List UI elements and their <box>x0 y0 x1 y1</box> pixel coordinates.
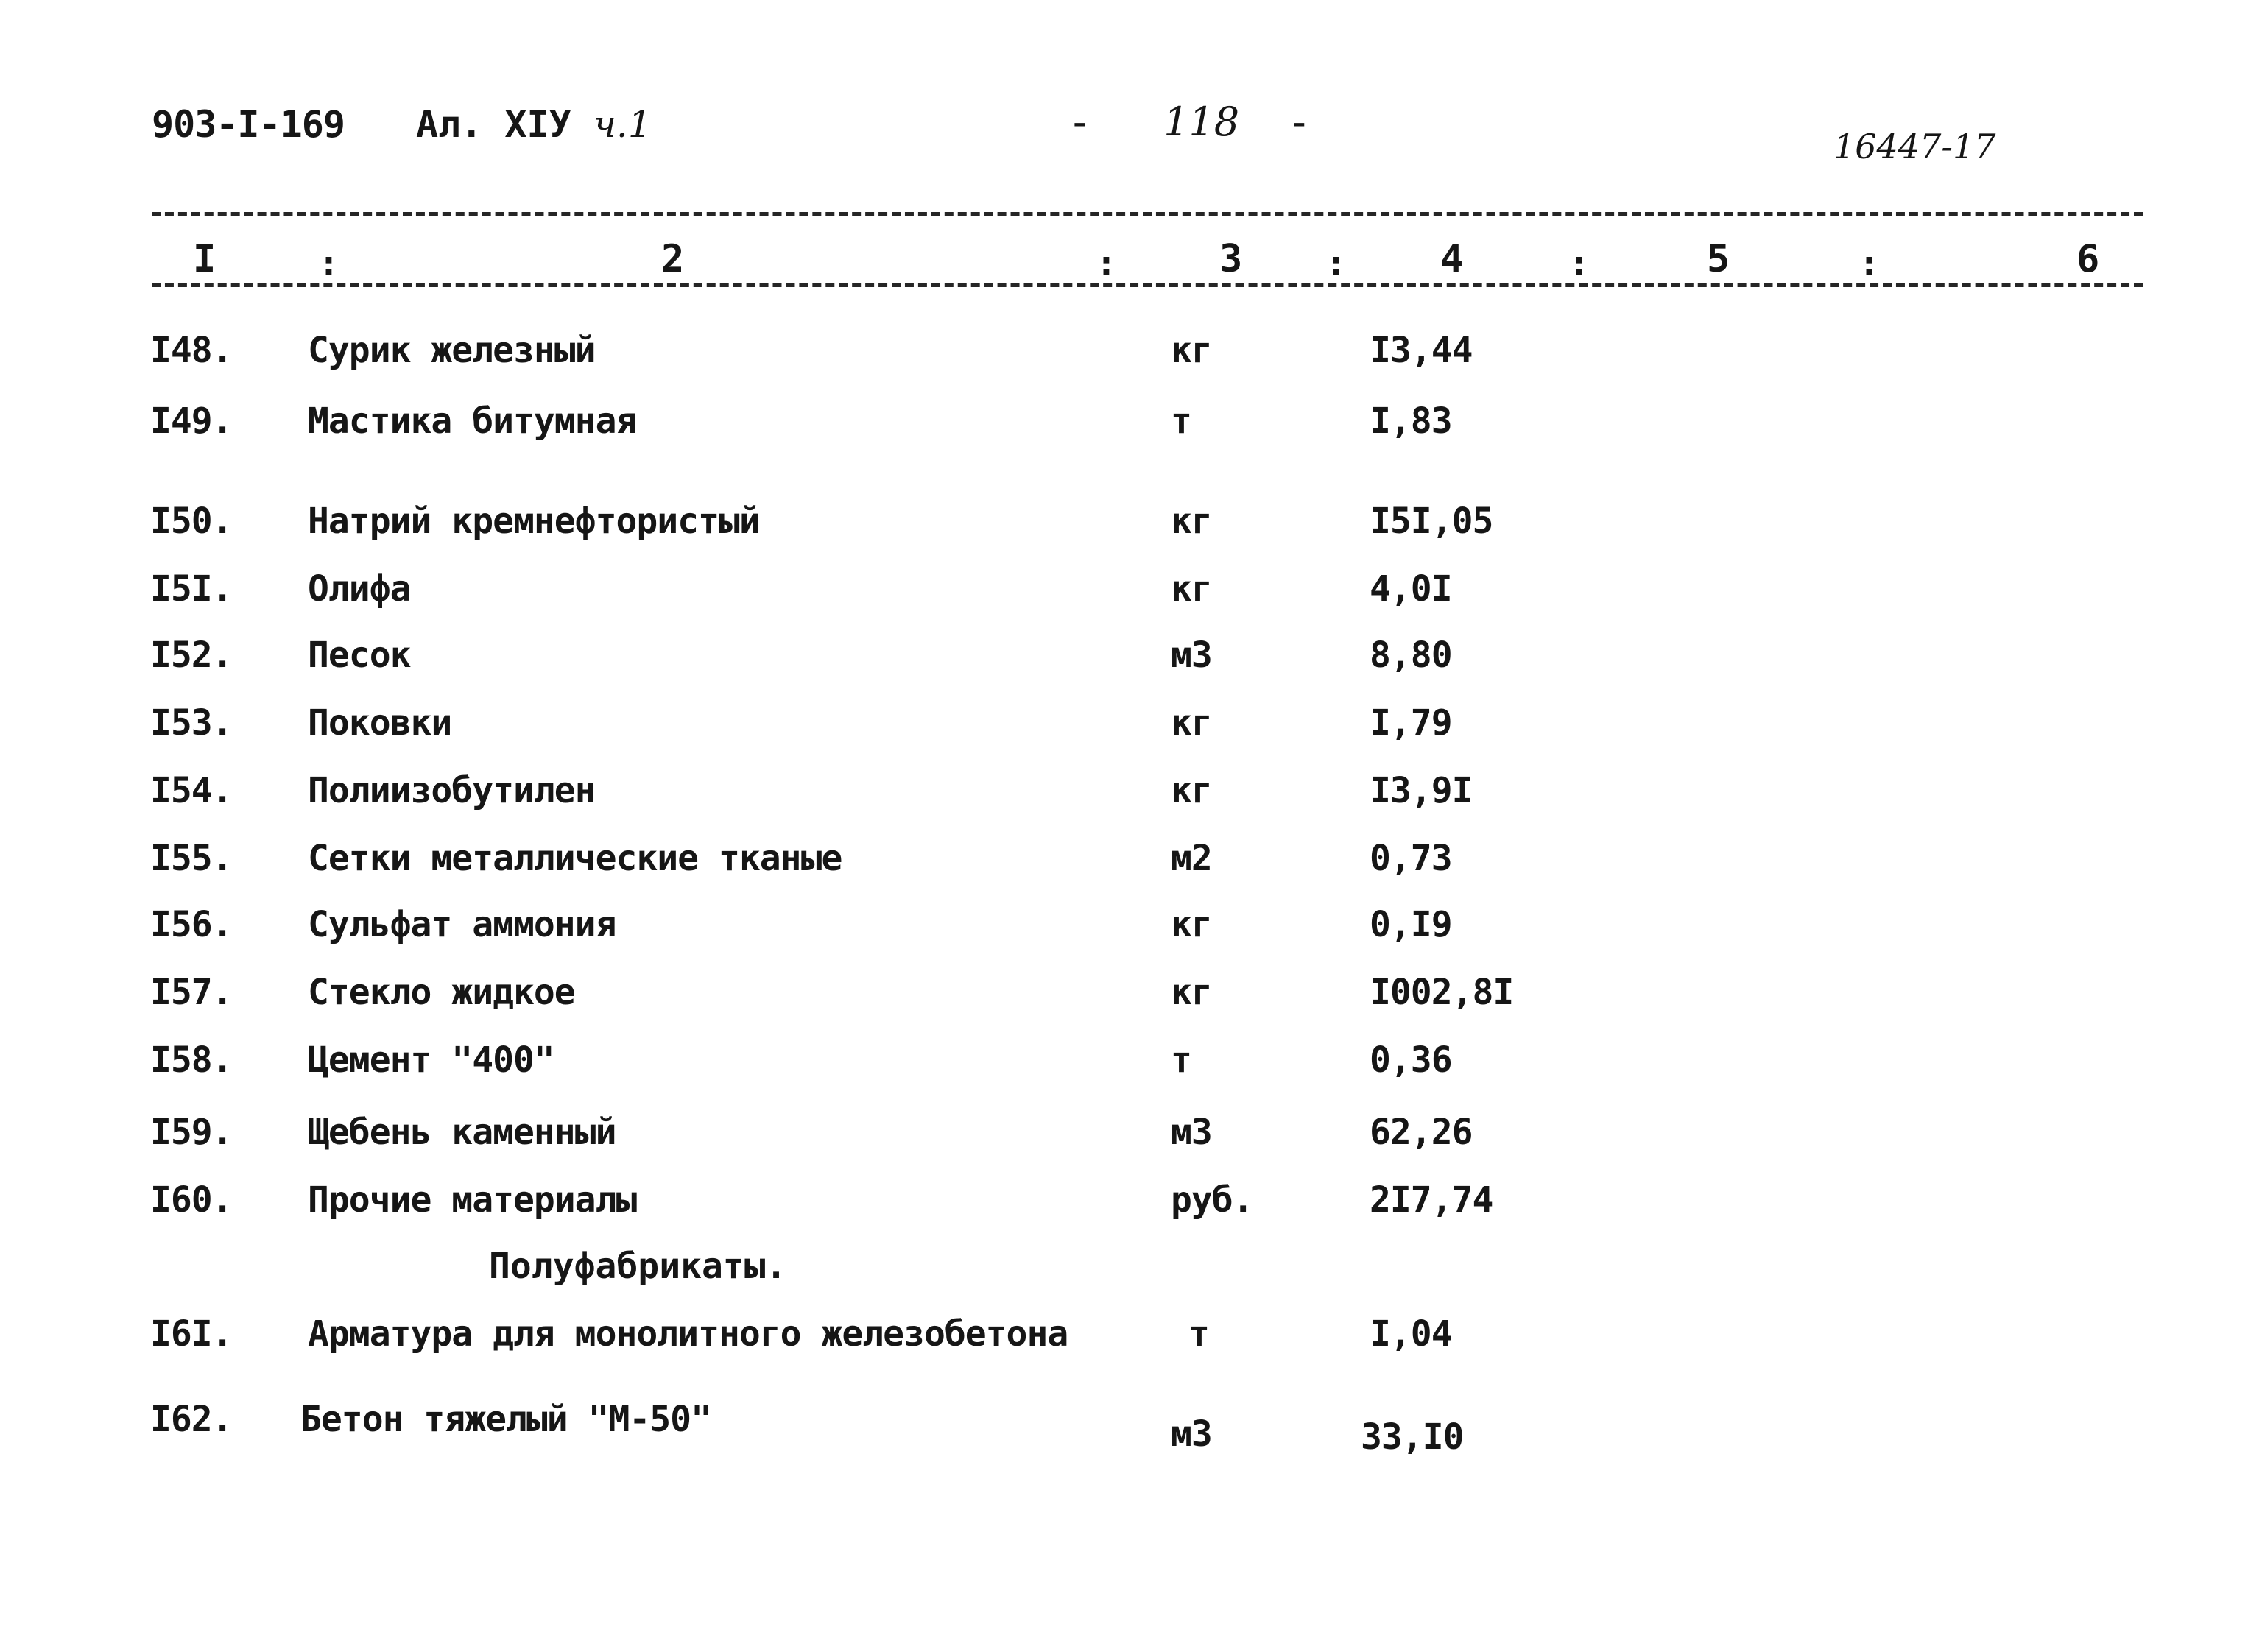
quantity: I,04 <box>1370 1313 1452 1355</box>
table-header-rule <box>152 283 2143 287</box>
column-number-4: 4 <box>1440 237 1464 281</box>
page-number <box>1068 99 1311 145</box>
material-name: Сурик железный <box>308 330 596 371</box>
row-number: I5I. <box>150 568 233 610</box>
quantity: 62,26 <box>1370 1112 1473 1153</box>
row-number: I49. <box>150 400 233 442</box>
quantity: I3,9I <box>1370 770 1473 811</box>
material-name: Полиизобутилен <box>308 770 596 811</box>
column-separator: : <box>1568 243 1590 284</box>
table-row <box>0 400 2262 459</box>
quantity: I,83 <box>1370 400 1452 442</box>
quantity: I5I,05 <box>1370 501 1493 542</box>
material-name: Олифа <box>308 568 411 610</box>
quantity: 0,I9 <box>1370 904 1452 945</box>
table-row <box>0 1179 2262 1238</box>
unit: м3 <box>1171 1413 1212 1455</box>
page-dash-left: - <box>1068 99 1092 145</box>
column-number-1: I <box>193 237 216 281</box>
material-name: Сульфат аммония <box>308 904 616 945</box>
unit: кг <box>1171 904 1212 945</box>
table-row <box>0 770 2262 829</box>
unit: т <box>1171 400 1191 442</box>
quantity: 8,80 <box>1370 635 1452 676</box>
column-separator: : <box>318 243 339 284</box>
unit: м3 <box>1171 635 1212 676</box>
material-name: Арматура для монолитного железобетона <box>308 1313 1068 1355</box>
row-number: I6I. <box>150 1313 233 1355</box>
quantity: I002,8I <box>1370 972 1514 1013</box>
table-row <box>0 838 2262 897</box>
sheet-part-handwritten: ч.1 <box>593 103 652 146</box>
column-number-3: 3 <box>1219 237 1243 281</box>
table-row <box>0 1039 2262 1098</box>
row-number: I50. <box>150 501 233 542</box>
table-row <box>0 904 2262 963</box>
row-number: I52. <box>150 635 233 676</box>
column-separator: : <box>1858 243 1880 284</box>
material-name: Мастика битумная <box>308 400 637 442</box>
column-number-5: 5 <box>1707 237 1730 281</box>
row-number: I59. <box>150 1112 233 1153</box>
document-code: 903-I-169 <box>152 103 345 146</box>
row-number: I53. <box>150 702 233 744</box>
unit: м2 <box>1171 838 1212 879</box>
unit: кг <box>1171 568 1212 610</box>
column-number-6: 6 <box>2076 237 2100 281</box>
sheet-reference <box>416 103 652 146</box>
table-row <box>0 702 2262 761</box>
quantity: 0,73 <box>1370 838 1452 879</box>
unit: т <box>1171 1039 1191 1081</box>
row-number: I48. <box>150 330 233 371</box>
unit: кг <box>1171 330 1212 371</box>
table-row <box>0 330 2262 389</box>
quantity: I3,44 <box>1370 330 1473 371</box>
row-number: I57. <box>150 972 233 1013</box>
table-row <box>0 1112 2262 1171</box>
material-name: Песок <box>308 635 411 676</box>
quantity: 0,36 <box>1370 1039 1452 1081</box>
quantity: 2I7,74 <box>1370 1179 1493 1221</box>
sheet-prefix: Ал. XIУ <box>416 103 571 146</box>
unit: т <box>1188 1313 1209 1355</box>
table-row <box>0 1313 2262 1372</box>
quantity: 33,I0 <box>1361 1416 1464 1458</box>
table-top-rule <box>152 212 2143 216</box>
material-name: Щебень каменный <box>308 1112 616 1153</box>
row-number: I58. <box>150 1039 233 1081</box>
document-number-handwritten: 16447-17 <box>1833 127 1996 166</box>
row-number: I62. <box>150 1399 233 1440</box>
material-name: Стекло жидкое <box>308 972 575 1013</box>
column-separator: : <box>1325 243 1347 284</box>
row-number: I54. <box>150 770 233 811</box>
material-name: Бетон тяжелый "М-50" <box>300 1399 711 1440</box>
material-name: Прочие материалы <box>308 1179 637 1221</box>
unit: кг <box>1171 702 1212 744</box>
row-number: I56. <box>150 904 233 945</box>
row-number: I60. <box>150 1179 233 1221</box>
table-row <box>0 568 2262 627</box>
table-row <box>0 1399 2262 1458</box>
material-name: Натрий кремнефтористый <box>308 501 760 542</box>
unit: кг <box>1171 501 1212 542</box>
unit: кг <box>1171 770 1212 811</box>
material-name: Поковки <box>308 702 452 744</box>
table-row <box>0 972 2262 1031</box>
unit: руб. <box>1171 1179 1253 1221</box>
table-row <box>0 635 2262 693</box>
material-name: Сетки металлические тканые <box>308 838 842 879</box>
table-row <box>0 501 2262 560</box>
section-title: Полуфабрикаты. <box>489 1246 787 1287</box>
page-dash-right: - <box>1287 99 1311 145</box>
unit: кг <box>1171 972 1212 1013</box>
material-name: Цемент "400" <box>308 1039 554 1081</box>
column-number-2: 2 <box>661 237 685 281</box>
quantity: 4,0I <box>1370 568 1452 610</box>
quantity: I,79 <box>1370 702 1452 744</box>
column-separator: : <box>1096 243 1117 284</box>
row-number: I55. <box>150 838 233 879</box>
unit: м3 <box>1171 1112 1212 1153</box>
page-number-value: 118 <box>1163 99 1240 145</box>
